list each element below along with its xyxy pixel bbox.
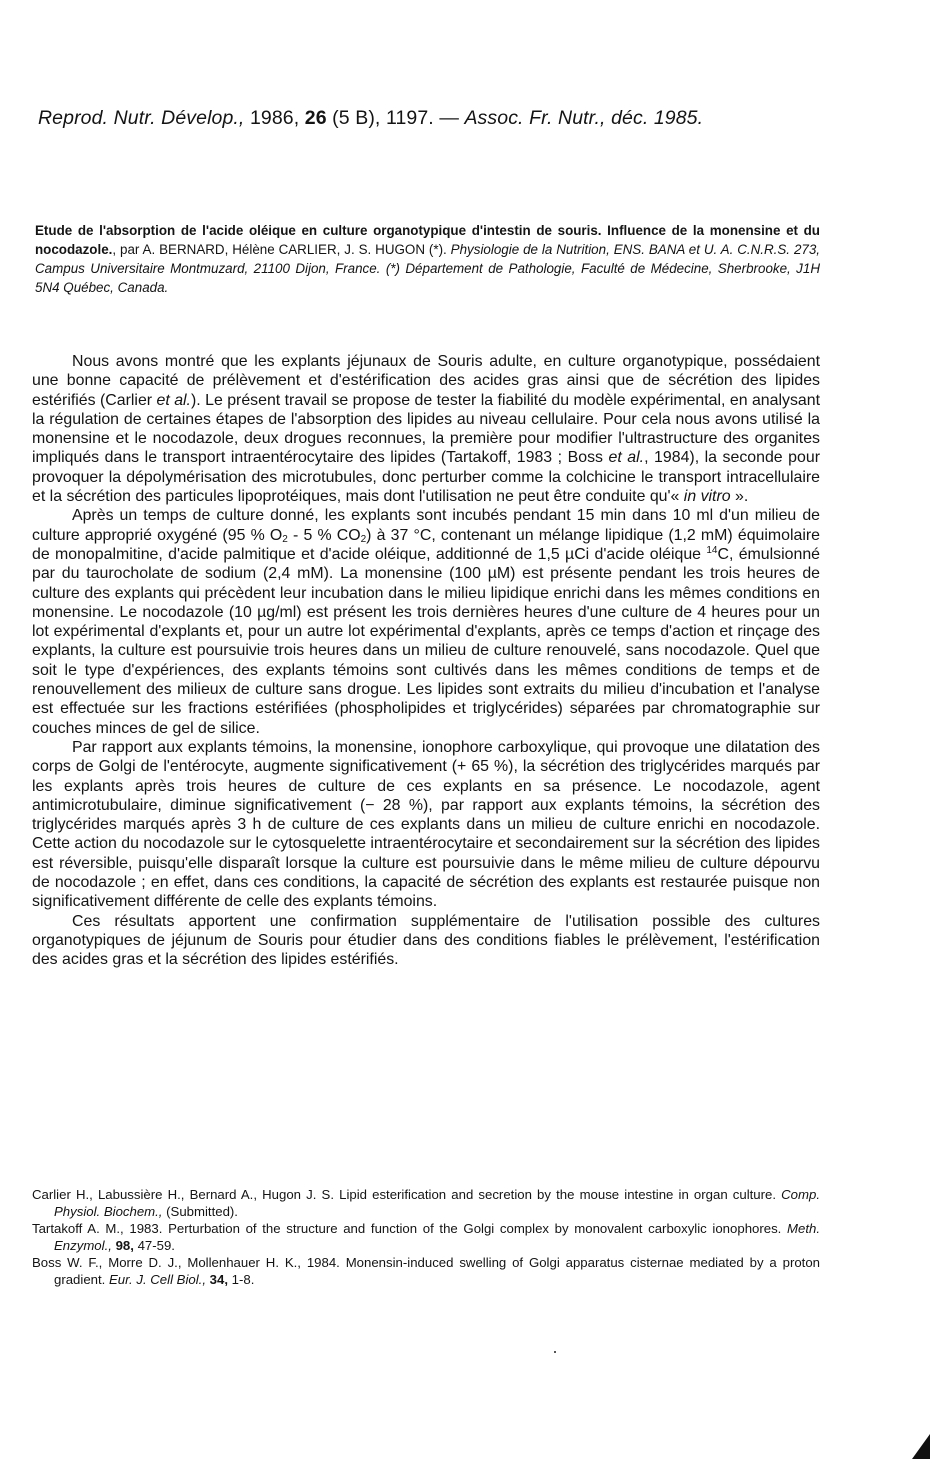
journal-name: Reprod. Nutr. Dévelop.,: [38, 107, 245, 129]
reference-item: [32, 1221, 820, 1254]
abstract-body: [32, 352, 820, 970]
reference-journal: Eur. J. Cell Biol.,: [109, 1271, 206, 1287]
journal-issue-page: (5 B), 1197. —: [326, 107, 465, 129]
paragraph-2-text-d: C, émulsionné par du taurocholate de sodium (2,4 mM). La monensine (100 µM) est présente pendant les trois heures de culture des explants qui précèdent leur incubation dans le milieu lipidique enrichi dans les mêmes conditions en monensine. Le nocodazole (10 µg/ml) est présent les trois dernières heures d'une culture de 4 heures pour un lot expérimental d'explants et, pour un autre lot expérimental d'explants, après ce temps d'action et rinçage des explants, la culture est poursuivie trois heures dans un milieu de culture renouvelé, sans nocodazole. Quel que soit le type d'expériences, des explants témoins sont cultivés dans les mêmes conditions de temps et de renouvellement des milieux de culture sans drogue. Les lipides sont extraits du milieu d'incubation et l'analyse est effectuée sur les fractions estérifiées (phospholipides et triglycérides) séparées par chromatographie sur couches minces de gel de silice.: [32, 545, 820, 737]
paragraph-1-etal-2: et al.: [608, 449, 645, 467]
paragraph-1-in-vitro: in vitro: [683, 488, 731, 506]
reference-authors: Tartakoff A. M., 1983. Perturbation of the structure and function of the Golgi complex by monovalent carboxylic ionophores.: [32, 1221, 788, 1237]
reference-journal: Meth. Enzymol.,: [54, 1221, 820, 1253]
abstract-heading: [35, 221, 820, 297]
paragraph-1: [32, 352, 820, 506]
reference-pages: 47-59.: [133, 1237, 175, 1253]
article-title: Etude de l'absorption de l'acide oléique en culture organotypique d'intestin de souris. Influence de la monensine et du nocodazole.: [35, 223, 820, 257]
reference-item: [32, 1187, 820, 1220]
paragraph-1-etal-1: et al.: [156, 391, 191, 409]
paragraph-2-subscript-co2: 2: [360, 533, 367, 545]
reference-pages: (Submitted).: [162, 1203, 238, 1219]
paragraph-2-text-b: - 5 % CO: [287, 526, 361, 544]
paragraph-4: Ces résultats apportent une confirmation supplémentaire de l'utilisation possible des cultures organotypiques de jéjunum de Souris pour étudier dans des conditions fiables le prélèvement, l'estérification des acides gras et la sécrétion des lipides estérifiés.: [32, 912, 820, 969]
journal-header: [38, 107, 838, 130]
scan-speck: [554, 1351, 556, 1353]
reference-volume: 98,: [111, 1237, 134, 1253]
paragraph-1-text-c: , 1984), la seconde pour provoquer la dépolymérisation des microtubules, donc perturber comme la colchicine le transport intracellulaire et la sécrétion des particules lipoprotéiques, mais dont l'utilisation ne peut être conduite qu'«: [32, 449, 820, 506]
paragraph-2-text-a: Après un temps de culture donné, les explants sont incubés pendant 15 min dans 10 ml d'un milieu de culture approprié oxygéné (95 % O: [32, 507, 820, 544]
journal-volume: 26: [304, 107, 327, 129]
reference-volume: 34,: [205, 1271, 228, 1287]
reference-journal: Comp. Physiol. Biochem.,: [54, 1187, 820, 1219]
paragraph-2: [32, 506, 820, 738]
reference-authors: Carlier H., Labussière H., Bernard A., Hugon J. S. Lipid esterification and secretion by the mouse intestine in organ culture.: [32, 1187, 782, 1202]
association-name: Assoc. Fr. Nutr., déc. 1985.: [464, 107, 704, 129]
paragraph-2-subscript-o2: 2: [282, 533, 288, 545]
reference-authors: Boss W. F., Morre D. J., Mollenhauer H. K., 1984. Monensin-induced swelling of Golgi apparatus cisternae mediated by a proton gradient.: [32, 1255, 820, 1287]
article-authors: , par A. BERNARD, Hélène CARLIER, J. S. HUGON (*).: [112, 242, 451, 257]
paragraph-1-text-a: Nous avons montré que les explants jéjunaux de Souris adulte, en culture organotypique, possédaient une bonne capacité de prélèvement et d'estérification des acides gras ainsi que de sécrétion des lipides estérifiés (Carlier: [32, 353, 820, 409]
paragraph-3: Par rapport aux explants témoins, la monensine, ionophore carboxylique, qui provoque une dilatation des corps de Golgi de l'entérocyte, augmente significativement (+ 65 %), la sécrétion des triglycérides marqués par les explants après trois heures de culture de ces explants en sa présence. Le nocodazole, agent antimicrotubulaire, diminue significativement (− 28 %), par rapport aux explants témoins, la sécrétion des triglycérides marqués après 3 h de culture de ces explants dans un milieu de culture enrichi en nocodazole. Cette action du nocodazole sur le cytosquelette intraentérocytaire et secondairement sur la sécrétion des lipides est réversible, puisqu'elle disparaît lorsque la culture est poursuivie dans le même milieu de culture dépourvu de nocodazole ; en effet, dans ces conditions, la capacité de sécrétion des explants est restaurée puisque non significativement différente de celle des explants témoins.: [32, 738, 820, 911]
paragraph-2-superscript-14: 14: [706, 544, 718, 556]
paragraph-1-text-b: ). Le présent travail se propose de tester la fiabilité du modèle expérimental, en analysant la régulation de certaines étapes de l'absorption des lipides au niveau cellulaire. Pour cela nous avons utilisé la monensine et le nocodazole, deux drogues reconnues, la première pour modifier l'ultrastructure des organites impliqués dans le transport intraentérocytaire des lipides (Tartakoff, 1983 ; Boss: [32, 391, 820, 467]
reference-pages: 1-8.: [227, 1271, 255, 1287]
author-affiliation: Physiologie de la Nutrition, ENS. BANA et U. A. C.N.R.S. 273, Campus Universitaire Montmuzard, 21100 Dijon, France. (*) Département de Pathologie, Faculté de Médecine, Sherbrooke, J1H 5N4 Québec, Canada.: [35, 242, 821, 295]
reference-item: [32, 1255, 820, 1288]
journal-year: 1986,: [244, 107, 305, 129]
scan-corner-mark: [912, 1434, 930, 1459]
paragraph-1-text-d: ».: [730, 488, 749, 506]
reference-list: [32, 1187, 820, 1290]
paragraph-2-text-c: ) à 37 °C, contenant un mélange lipidique (1,2 mM) équimolaire de monopalmitine, d'acide palmitique et d'acide oléique, additionné de 1,5 µCi d'acide oléique: [32, 526, 820, 563]
